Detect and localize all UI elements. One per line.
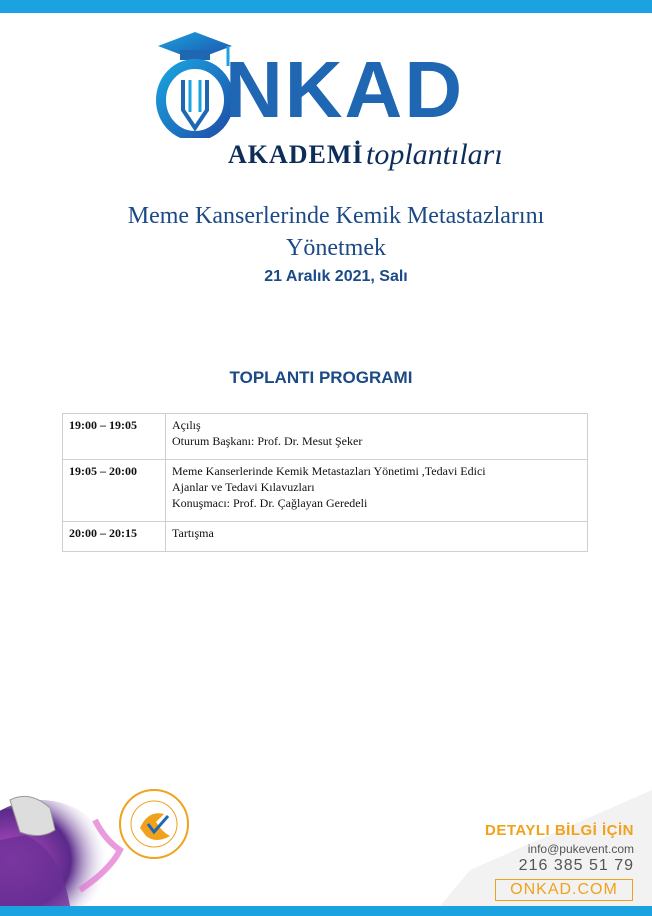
association-seal-logo — [118, 788, 190, 860]
description-cell — [166, 460, 588, 522]
time-cell: 19:00 – 19:05 — [63, 414, 166, 460]
table-row — [63, 414, 588, 460]
event-title-line2: Yönetmek — [286, 235, 386, 261]
event-date: 21 Aralık 2021, Salı — [264, 268, 408, 285]
website-link[interactable]: ONKAD.COM — [495, 879, 633, 901]
contact-phone: 216 385 51 79 — [518, 857, 634, 874]
table-row — [63, 460, 588, 522]
detail-info-title: DETAYLI BİLGİ İÇİN — [484, 822, 634, 839]
session-title: Meme Kanserlerinde Kemik Metastazları Yönetimi ,Tedavi Edici — [172, 464, 486, 478]
program-heading: TOPLANTI PROGRAMI — [229, 368, 413, 387]
session-speaker: Konuşmacı: Prof. Dr. Çağlayan Geredeli — [172, 496, 368, 510]
onkad-akademi-logo — [150, 28, 510, 178]
logo-wordmark: NKAD — [225, 45, 465, 134]
top-accent-bar — [0, 0, 652, 13]
bottom-accent-bar — [0, 906, 652, 916]
logo-subtitle-akademi: AKADEMİ — [228, 140, 364, 169]
event-title-line1: Meme Kanserlerinde Kemik Metastazlarını — [127, 203, 545, 229]
event-title — [0, 200, 652, 264]
time-cell: 20:00 – 20:15 — [63, 522, 166, 552]
logo-subtitle-toplantilari: toplantıları — [366, 138, 503, 171]
description-cell — [166, 522, 588, 552]
table-row — [63, 522, 588, 552]
time-cell: 19:05 – 20:00 — [63, 460, 166, 522]
program-table — [62, 413, 588, 552]
session-chair: Oturum Başkanı: Prof. Dr. Mesut Şeker — [172, 434, 363, 448]
contact-email[interactable]: info@pukevent.com — [527, 842, 634, 856]
session-title: Tartışma — [172, 526, 214, 540]
description-cell — [166, 414, 588, 460]
session-title: Açılış — [172, 418, 201, 432]
session-title-cont: Ajanlar ve Tedavi Kılavuzları — [172, 480, 315, 494]
